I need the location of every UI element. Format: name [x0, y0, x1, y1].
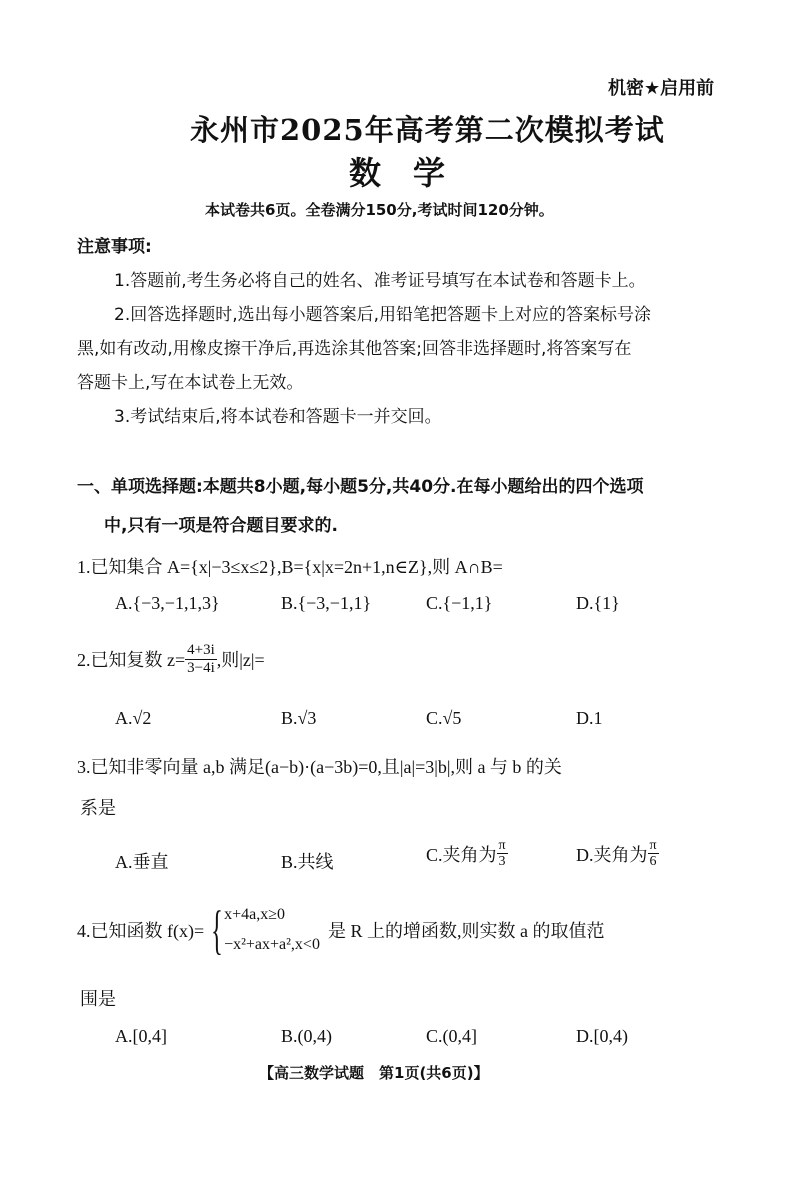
notice-item-3: 3.考试结束后,将本试卷和答题卡一并交回。: [114, 407, 442, 427]
question-2-option-c: C.√5: [426, 708, 462, 728]
question-3-option-c-label: C.夹角为: [426, 844, 497, 865]
question-3-option-d: [576, 838, 659, 870]
question-3-option-c-denominator: 3: [498, 854, 506, 870]
notice-item-1: 1.答题前,考生务必将自己的姓名、准考证号填写在本试卷和答题卡上。: [114, 271, 646, 291]
confidential-mark: 机密★启用前: [608, 78, 715, 99]
exam-info: 本试卷共6页。全卷满分150分,考试时间120分钟。: [205, 201, 554, 219]
notice-item-2-line-3: 答题卡上,写在本试卷上无效。: [77, 373, 304, 393]
question-2-fraction-denominator: 3−4i: [187, 659, 215, 676]
piecewise-case-2: −x²+ax+a²,x<0: [224, 936, 320, 953]
question-3-option-b: B.共线: [281, 852, 334, 872]
page-footer: 【高三数学试题 第1页(共6页)】: [259, 1064, 489, 1082]
question-2-stem-suffix: ,则|z|=: [216, 650, 265, 670]
question-2-fraction: [185, 642, 217, 676]
question-1-option-b: B.{−3,−1,1}: [281, 593, 372, 613]
section-title-line-2: 中,只有一项是符合题目要求的.: [104, 516, 338, 536]
exam-title: 永州市2025年高考第二次模拟考试: [190, 113, 665, 147]
question-3-option-a: A.垂直: [115, 852, 169, 872]
question-2-option-d: D.1: [576, 708, 603, 728]
section-title-line-1: 一、单项选择题:本题共8小题,每小题5分,共40分.在每小题给出的四个选项: [77, 477, 644, 497]
question-3-option-d-label: D.夹角为: [576, 844, 648, 865]
question-4-option-c: C.(0,4]: [426, 1026, 477, 1046]
notice-item-2-line-2: 黑,如有改动,用橡皮擦干净后,再选涂其他答案;回答非选择题时,将答案写在: [77, 339, 632, 359]
notice-item-2-line-1: 2.回答选择题时,选出每小题答案后,用铅笔把答题卡上对应的答案标号涂: [114, 305, 652, 325]
question-1-option-d: D.{1}: [576, 593, 620, 613]
question-1-stem: 1.已知集合 A={x|−3≤x≤2},B={x|x=2n+1,n∈Z},则 A∩B=: [77, 557, 503, 577]
question-4-stem: [77, 900, 604, 960]
question-2-stem: [77, 642, 265, 676]
piecewise-case-1: x+4a,x≥0: [224, 906, 285, 923]
question-2-option-b: B.√3: [281, 708, 317, 728]
question-4-stem-suffix: 是 R 上的增函数,则实数 a 的取值范: [327, 921, 605, 941]
question-3-option-d-denominator: 6: [649, 854, 657, 870]
piecewise-cases: [224, 900, 320, 960]
question-3-stem-line-1: 3.已知非零向量 a,b 满足(a−b)·(a−3b)=0,且|a|=3|b|,则 a 与 b 的关: [77, 757, 562, 777]
question-4-option-a: A.[0,4]: [115, 1026, 167, 1046]
question-1-option-a: A.{−3,−1,1,3}: [115, 593, 220, 613]
question-4-stem-line-2: 围是: [80, 989, 116, 1009]
question-3-stem-line-2: 系是: [80, 798, 116, 818]
question-2-fraction-numerator: 4+3i: [187, 642, 215, 658]
question-3-option-c: [426, 838, 508, 870]
question-4-stem-prefix: 4.已知函数 f(x)=: [77, 921, 205, 941]
subject-title: 数 学: [349, 154, 446, 192]
question-4-option-d: D.[0,4): [576, 1026, 628, 1046]
question-1-option-c: C.{−1,1}: [426, 593, 493, 613]
question-3-option-c-fraction: [497, 838, 508, 870]
question-3-option-d-fraction: [648, 838, 659, 870]
question-2-option-a: A.√2: [115, 708, 152, 728]
question-3-option-c-numerator: π: [498, 838, 506, 853]
notice-title: 注意事项:: [77, 237, 152, 257]
piecewise-brace: {: [211, 900, 223, 960]
question-2-stem-prefix: 2.已知复数 z=: [77, 650, 186, 670]
question-3-option-d-numerator: π: [649, 838, 657, 853]
question-4-option-b: B.(0,4): [281, 1026, 332, 1046]
